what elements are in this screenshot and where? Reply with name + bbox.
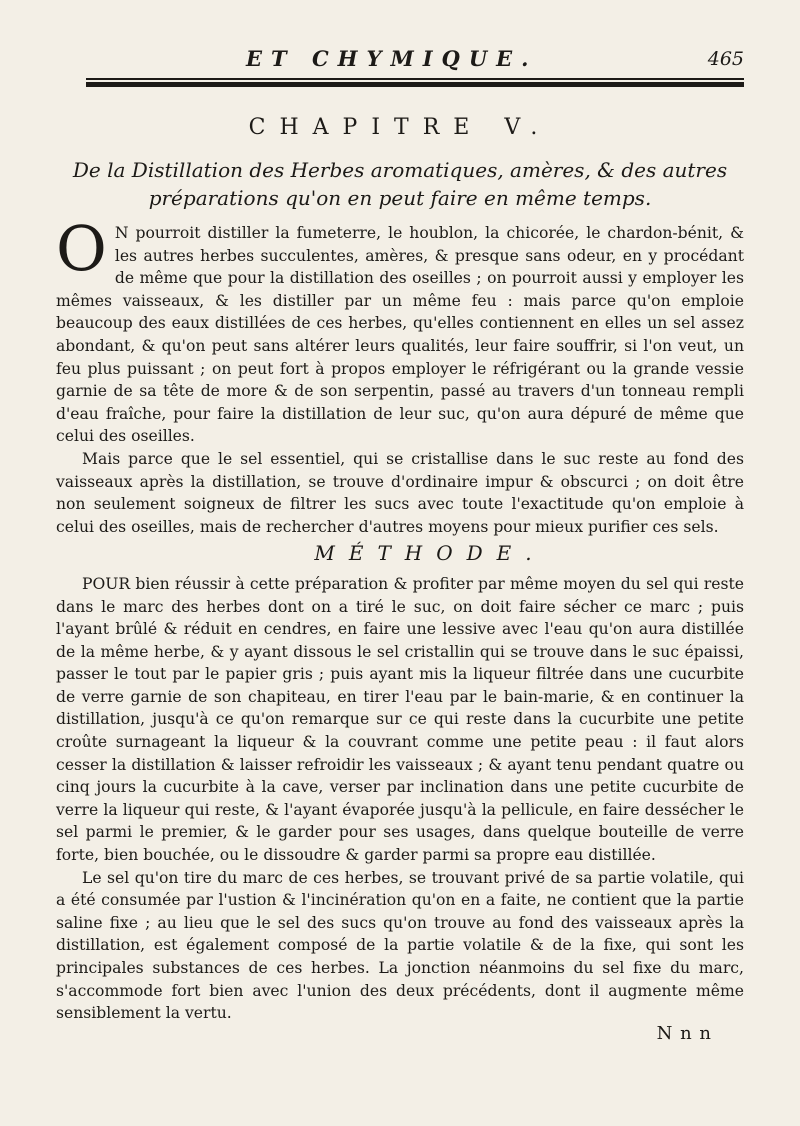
chapter-heading: CHAPITRE V.	[248, 115, 552, 140]
running-head	[56, 38, 744, 78]
chapter-body	[56, 212, 744, 1044]
signature-mark: N n n	[656, 1022, 712, 1044]
ornamental-rule	[86, 78, 744, 87]
method-heading: MÉTHODE.	[314, 541, 546, 566]
method-paragraph: POUR bien réussir à cette préparation & profiter par même moyen du sel qui reste dans le marc des herbes dont on a tiré le suc, on doit faire sécher ce marc ; puis l'ayant brûlé & réduit en cendres, en faire une lessive avec l'eau qu'on aura distillée de la même herbe, & y ayant dissous le sel cristallin qui se trouve dans le suc épaissi, passer le tout par le papier gris ; puis ayant mis la liqueur filtrée dans une cucurbite de verre garnie de son chapiteau, en tirer l'eau par le bain-marie, & en continuer la distillation, jusqu'à ce qu'on remarque sur ce qui reste dans la cucurbite une petite croûte surnageant la liqueur & la couvrant comme une petite peau : il faut alors cesser la distillation & laisser refroidir les vaisseaux ; & ayant tenu pendant quatre ou cinq jours la cucurbite à la cave, verser par inclination dans une petite cucurbite de verre la liqueur qui reste, & l'ayant évaporée jusqu'à la pellicule, en faire dessécher le sel parmi le premier, & le garder pour ses usages, dans quelque bouteille de verre forte, bien bouchée, ou le dissoudre & garder parmi sa propre eau distillée.	[56, 574, 744, 865]
running-title: ET CHYMIQUE.	[246, 46, 538, 71]
paragraph-opening: ON pourroit distiller la fumeterre, le houblon, la chicorée, le chardon-bénit, & les autres herbes succulentes, amères, & presque sans odeur, en y procédant de même que pour la distillation des oseilles ; on pourroit aussi y employer les mêmes vaisseaux, & les distiller par un même feu : mais parce qu'on emploie beaucoup des eaux distillées de ces herbes, qu'elles contiennent en elles un sel assez abondant, & qu'on peut sans altérer leurs qualités, leur faire souffrir, si l'on veut, un feu plus puissant ; on peut fort à propos employer le réfrigérant ou la grande vessie garnie de sa tête de more & de son serpentin, passé au travers d'un tonneau rempli d'eau fraîche, pour faire la distillation de leur suc, qu'on aura dépuré de même que celui des oseilles.	[56, 212, 744, 446]
paragraph: Mais parce que le sel essentiel, qui se cristallise dans le suc reste au fond des vaisseaux après la distillation, se trouve d'ordinaire impur & obscurci ; on doit être non seulement soigneux de filtrer les sucs avec toute l'exactitude qu'on emploie à celui des oseilles, mais de rechercher d'autres moyens pour mieux purifier ces sels.	[56, 449, 744, 536]
chapter-subtitle: De la Distillation des Herbes aromatiques, amères, & des autres préparations qu'on en peut faire en même temps.	[72, 158, 728, 210]
method-paragraph: Le sel qu'on tire du marc de ces herbes, se trouvant privé de sa partie volatile, qui a été consumée par l'ustion & l'incinération qu'on en a faite, ne contient que la partie saline fixe ; au lieu que le sel des sucs qu'on trouve au fond des vaisseaux après la distillation, est également composé de la partie volatile & de la fixe, qui sont les principales substances de ces herbes. La jonction néanmoins du sel fixe du marc, s'accommode fort bien avec l'union des deux précédents, dont il augmente même sensiblement la vertu.	[56, 868, 744, 1023]
page-number: 465	[707, 48, 744, 70]
